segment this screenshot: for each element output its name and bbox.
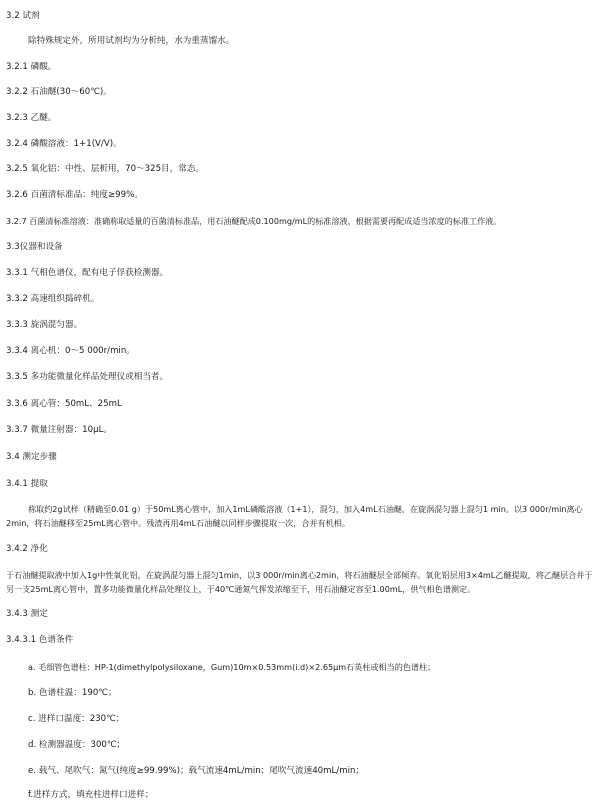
- reagent-item: 3.2.1 磷酸。: [6, 62, 57, 72]
- instrument-item: 3.3.4 离心机：0～5 000r/min。: [6, 346, 135, 356]
- extraction-paragraph: 称取约2g试样（精确至0.01 g）于50mL离心管中，加入1mL磷酸溶液（1+1），混匀，加入4mL石油醚，在旋涡混匀器上混匀1 min。以3 000r/min离心2min，将石油醚移至25mL离心管中。残渣再用4mL石油醚以同样步骤提取一次，合并有机相。: [6, 504, 583, 528]
- condition-item: a. 毛细管色谱柱：HP-1(dimethylpolysiloxane，Gum)10m×0.53mm(i.d)×2.65μm石英柱或相当的色谱柱；: [28, 662, 436, 672]
- reagent-item: 3.2.4 磷酸溶液：1+1(V/V)。: [6, 139, 122, 149]
- reagent-item: 3.2.6 百菌清标准品：纯度≥99%。: [6, 190, 143, 200]
- section-3-4-3-heading: 3.4.3 测定: [6, 609, 48, 619]
- instrument-item: 3.3.3 旋涡混匀器。: [6, 320, 83, 330]
- section-3-2-heading: 3.2 试剂: [6, 11, 40, 21]
- reagent-item: 3.2.2 石油醚(30～60℃)。: [6, 87, 112, 97]
- condition-item: b. 色谱柱温：190℃；: [28, 688, 117, 698]
- cleanup-paragraph: 于石油醚提取液中加入1g中性氧化铝，在旋涡混匀器上混匀1min，以3 000r/min离心2min，将石油醚层全部倾弃。氧化铝层用3×4mL乙醚提取，将乙醚层合并于另一支25mL离心管中，置多功能微量化样品处理仪上，于40℃通氮气挥发浓缩至干，用石油醚定容至1.00mL，供气相色谱测定。: [6, 570, 593, 594]
- instrument-item: 3.3.6 离心管：50mL、25mL: [6, 399, 122, 409]
- section-3-4-1-heading: 3.4.1 提取: [6, 479, 48, 489]
- instrument-item: 3.3.7 微量注射器：10μL。: [6, 425, 112, 435]
- instrument-item: 3.3.5 多功能微量化样品处理仪或相当者。: [6, 372, 169, 382]
- reagent-item: 3.2.5 氧化铝：中性、层析用，70～325目，常态。: [6, 164, 205, 174]
- section-3-3-heading: 3.3仪器和设备: [6, 242, 63, 252]
- instrument-item: 3.3.2 高速组织捣碎机。: [6, 294, 100, 304]
- section-3-4-heading: 3.4 测定步骤: [6, 452, 57, 462]
- condition-item: d. 检测器温度：300℃；: [28, 740, 126, 750]
- section-3-4-2-heading: 3.4.2 净化: [6, 544, 48, 554]
- section-3-4-3-1-heading: 3.4.3.1 色谱条件: [6, 635, 74, 645]
- condition-item: e. 载气、尾吹气：氮气(纯度≥99.99%)；载气流速4mL/min；尾吹气流速40mL/min；: [28, 766, 365, 776]
- reagent-item: 3.2.3 乙醚。: [6, 113, 57, 123]
- instrument-item: 3.3.1 气相色谱仪，配有电子俘获检测器。: [6, 268, 169, 278]
- condition-item: c. 进样口温度：230℃；: [28, 714, 125, 724]
- reagent-item: 3.2.7 百菌清标准溶液：准确称取适量的百菌清标准品，用石油醚配成0.100mg/mL的标准溶液，根据需要再配成适当浓度的标准工作液。: [6, 216, 502, 226]
- section-3-2-intro: 除特殊规定外，所用试剂均为分析纯，水为重蒸馏水。: [28, 36, 235, 46]
- condition-item: f.进样方式，填充柱进样口进样；: [28, 790, 154, 800]
